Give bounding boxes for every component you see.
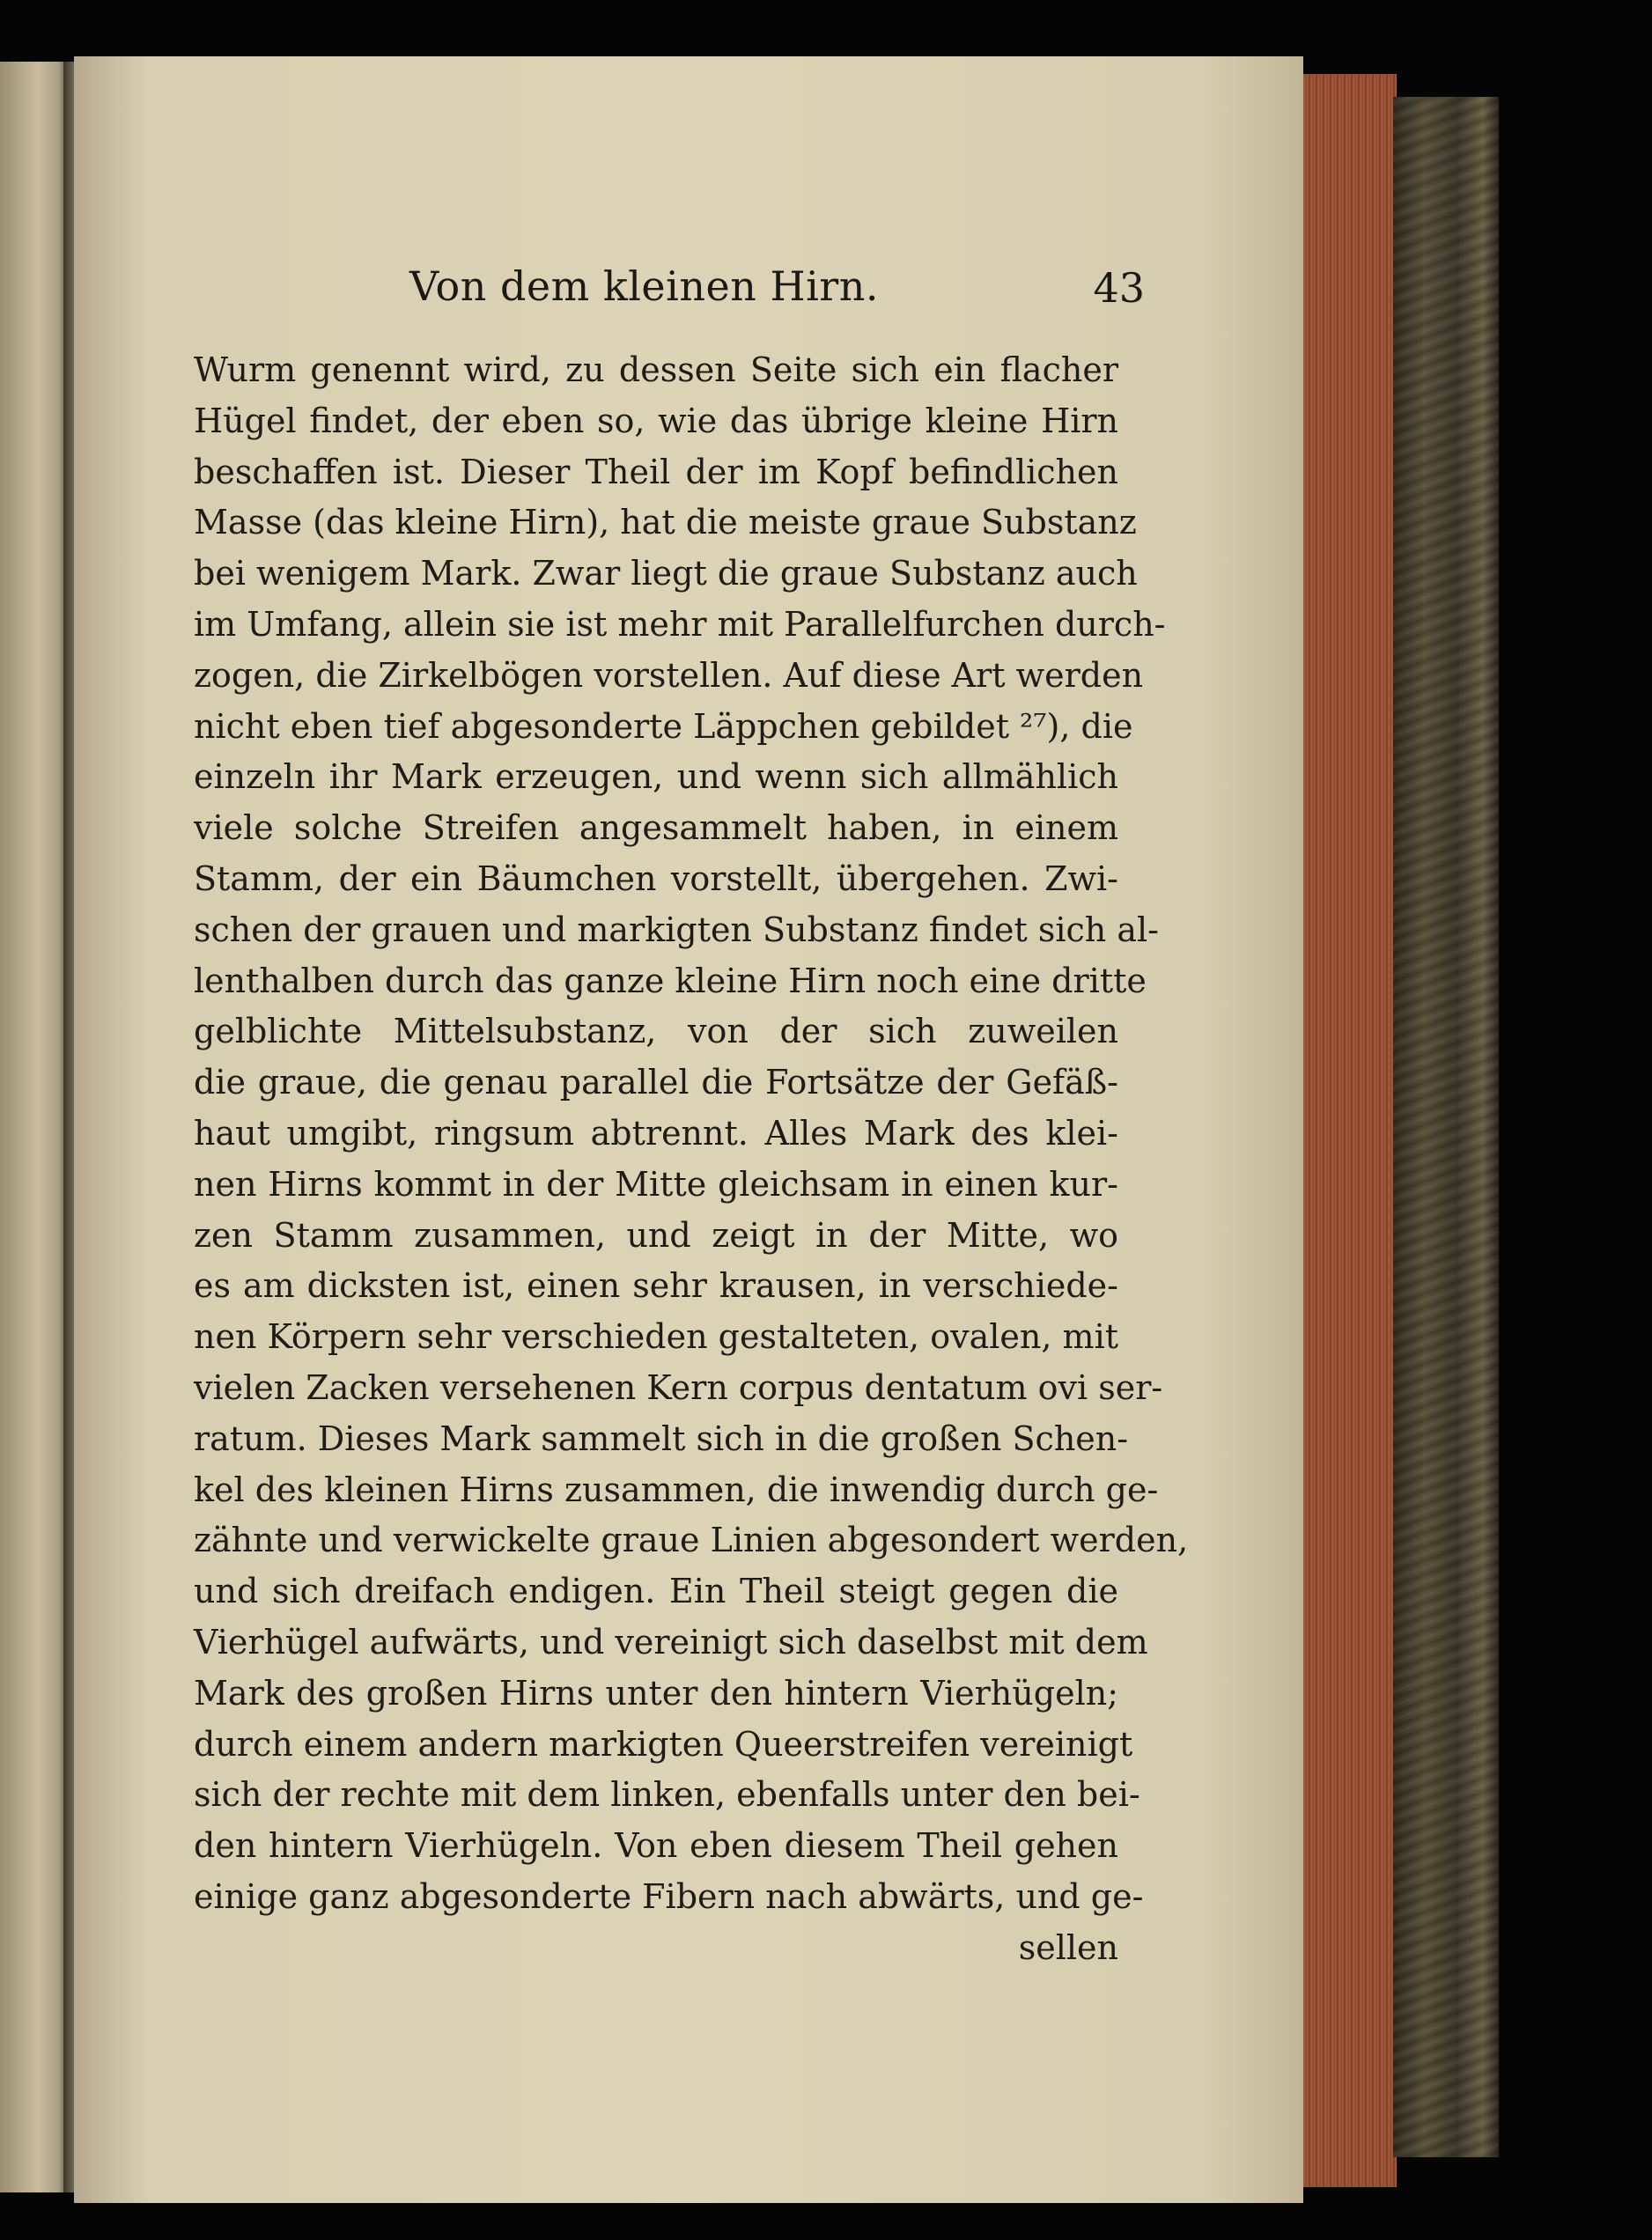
text-line: Wurm genennt wird, zu dessen Seite sich ein flacher (194, 350, 1118, 389)
page-number: 43 (1093, 264, 1145, 312)
page-block-edge (1291, 74, 1397, 2187)
text-line: es am dicksten ist, einen sehr krausen, in verschiede- (194, 1266, 1118, 1306)
text-line: gelblichte Mittelsubstanz, von der sich zuweilen (194, 1012, 1118, 1051)
text-line: durch einem andern markigten Queerstreifen vereinigt (194, 1724, 1133, 1764)
text-line: viele solche Streifen angesammelt haben, in einem (194, 808, 1118, 848)
text-line: beschaffen ist. Dieser Theil der im Kopf befindlichen (194, 452, 1118, 491)
text-line: vielen Zacken versehenen Kern corpus dentatum ovi ser- (194, 1367, 1163, 1407)
text-line: nen Hirns kommt in der Mitte gleichsam in einen kur- (194, 1164, 1118, 1204)
text-line: Stamm, der ein Bäumchen vorstellt, übergehen. Zwi- (194, 858, 1118, 898)
page-header (167, 262, 1145, 324)
text-line: die graue, die genau parallel die Fortsätze der Gefäß- (194, 1063, 1118, 1102)
facing-page-edge (0, 62, 69, 2192)
marbled-cover-board (1393, 97, 1499, 2157)
text-line: haut umgibt, ringsum abtrennt. Alles Mark des klei- (194, 1113, 1118, 1153)
text-line: sich der rechte mit dem linken, ebenfalls unter den bei- (194, 1775, 1140, 1815)
text-line: zen Stamm zusammen, und zeigt in der Mitte, wo (194, 1215, 1118, 1255)
text-line: und sich dreifach endigen. Ein Theil steigt gegen die (194, 1572, 1118, 1611)
text-line: zähnte und verwickelte graue Linien abgesondert werden, (194, 1521, 1189, 1560)
text-line: Masse (das kleine Hirn), hat die meiste graue Substanz (194, 503, 1137, 542)
text-line: einzeln ihr Mark erzeugen, und wenn sich allmählich (194, 757, 1118, 797)
text-line: kel des kleinen Hirns zusammen, die inwendig durch ge- (194, 1470, 1159, 1509)
catchword: sellen (1018, 1927, 1118, 1967)
text-line: Hügel findet, der eben so, wie das übrige kleine Hirn (194, 401, 1118, 440)
text-line: den hintern Vierhügeln. Von eben diesem Theil gehen (194, 1826, 1118, 1866)
running-title: Von dem kleinen Hirn. (409, 262, 880, 310)
text-line: einige ganz abgesonderte Fibern nach abwärts, und ge- (194, 1876, 1144, 1916)
text-line: zogen, die Zirkelbögen vorstellen. Auf diese Art werden (194, 655, 1144, 695)
text-line: Vierhügel aufwärts, und vereinigt sich daselbst mit dem (194, 1622, 1148, 1662)
text-line: schen der grauen und markigten Substanz findet sich al- (194, 910, 1159, 949)
text-line: nen Körpern sehr verschieden gestalteten, ovalen, mit (194, 1317, 1118, 1357)
text-line: lenthalben durch das ganze kleine Hirn noch eine dritte (194, 961, 1147, 1000)
text-line: ratum. Dieses Mark sammelt sich in die großen Schen- (194, 1418, 1129, 1458)
text-line: bei wenigem Mark. Zwar liegt die graue Substanz auch (194, 554, 1138, 593)
text-line: nicht eben tief abgesonderte Läppchen gebildet ²⁷), die (194, 706, 1133, 746)
body-text (194, 345, 1189, 1974)
text-line: im Umfang, allein sie ist mehr mit Parallelfurchen durch- (194, 604, 1166, 644)
text-line: Mark des großen Hirns unter den hintern Vierhügeln; (194, 1673, 1118, 1713)
